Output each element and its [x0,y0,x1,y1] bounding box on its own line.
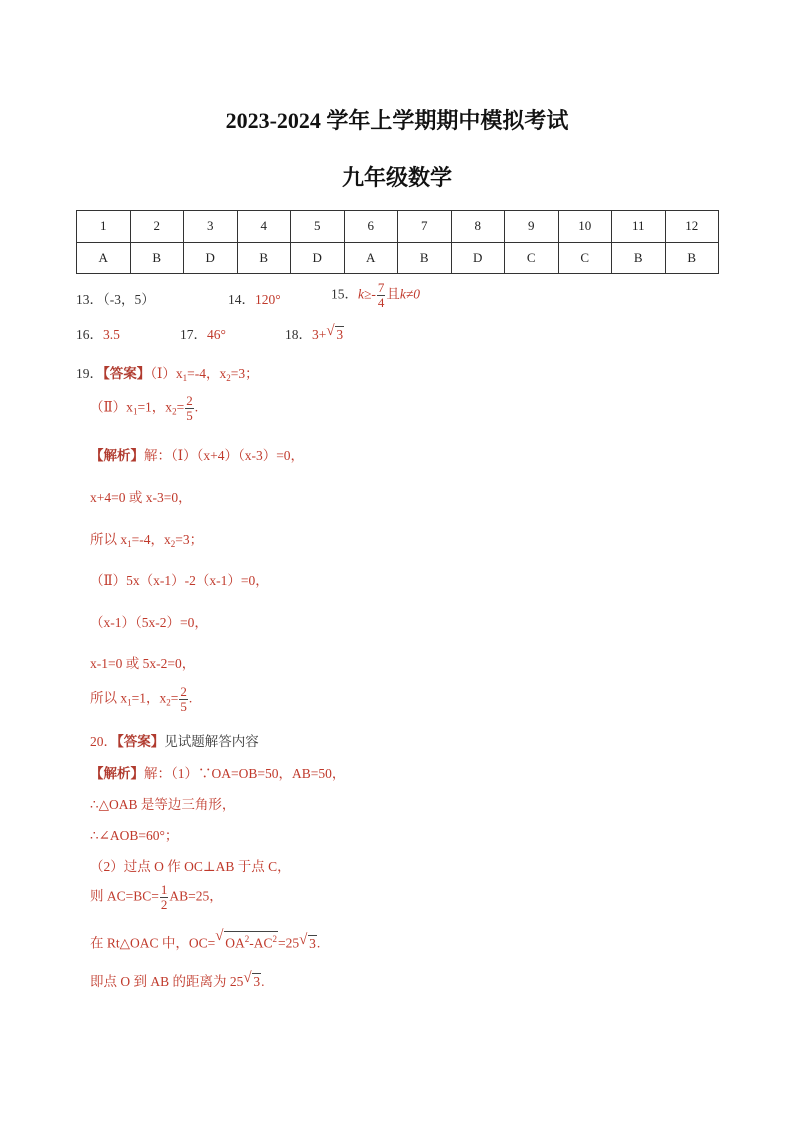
q19-analysis-line-6: x-1=0 或 5x-2=0， [90,656,196,671]
q18-sqrt [326,323,344,343]
q16-line [76,323,120,343]
subscript-2: 2 [170,539,176,549]
q19-analysis-line-7 [90,685,192,714]
q20-analysis-line-2: ∴△OAB 是等边三角形， [90,797,236,812]
q20-answer-line [90,730,259,750]
table-cell-number: 1 [77,211,131,243]
q19-ans2-c: = [176,399,185,415]
q19-answer-line-2 [90,394,198,423]
q20-answer: 见试题解答内容 [164,734,259,749]
sqrt-icon: √ [326,323,335,339]
q20-sqrt-3 [243,970,261,990]
q19-ans2-d: . [194,399,199,415]
table-cell-answer: A [77,242,131,274]
table-cell-answer: D [451,242,505,274]
table-cell-answer: D [184,242,238,274]
table-cell-answer: B [665,242,719,274]
q19-step-1: 解：（Ⅰ）（x+4）（x-3）=0， [144,448,305,463]
table-cell-number: 5 [291,211,345,243]
q20-radicand-oa: OA [225,935,245,951]
q20-analysis-line-3: ∴∠AOB=60°； [90,828,179,843]
q16-number: 16． [76,327,103,342]
q19-step-3-a: 所以 x [90,532,128,547]
page-title: 2023-2024 学年上学期期中模拟考试 [225,108,569,133]
table-cell-number: 8 [451,211,505,243]
q20-number: 20． [90,734,117,749]
q17-line [180,323,226,343]
q19-analysis-line-1 [90,444,304,464]
q19-step-3-b: =-4，x [131,532,171,547]
subscript-1: 1 [127,539,132,549]
q19-ans2-b: =1，x [137,399,173,415]
q15-condition: k≠0 [399,286,421,302]
table-cell-answer: B [130,242,184,274]
q20-step-7-a: 即点 O 到 AB 的距离为 25 [90,974,244,989]
q19-answer-line [76,362,259,383]
fraction-numerator: 1 [160,882,168,897]
sqrt-icon: √ [299,931,308,948]
q20-radicand-3: 3 [253,974,261,989]
q15-fraction [377,281,386,310]
fraction-denominator: 5 [180,699,187,714]
q19-step-7-b: =1，x [131,690,167,706]
q20-radicand [224,931,278,951]
subscript-2: 2 [172,406,177,417]
table-cell-answer: D [291,242,345,274]
q19-ans1-c: =3； [230,366,259,381]
q13-number: 13． [76,292,103,307]
subscript-2: 2 [226,373,231,383]
q19-analysis-line-4: （Ⅱ）5x（x-1）-2（x-1）=0， [90,573,269,588]
q20-step-7-b: . [261,974,265,989]
table-cell-answer: C [558,242,612,274]
q20-step-5-b: AB=25， [169,888,223,904]
q20-step-5-fraction [160,883,169,912]
subscript-2: 2 [166,697,171,708]
table-row-numbers [77,211,719,243]
q19-step-7-a: 所以 x [90,690,128,706]
q20-sqrt-expression [215,928,278,952]
table-cell-number: 3 [184,211,238,243]
q19-ans1-a: （Ⅰ）x [150,366,183,381]
q20-radicand-3: 3 [309,935,316,951]
q18-answer: 3+ [312,327,327,342]
q20-step-6-a: 在 Rt△OAC 中，OC= [90,935,216,951]
q19-analysis-line-3 [90,528,203,549]
q20-analysis-line-6 [90,928,321,952]
q19-fraction [185,394,194,423]
q14-answer: 120° [255,292,281,307]
page-subtitle: 九年级数学 [341,165,452,190]
q17-number: 17． [180,327,207,342]
table-cell-number: 12 [665,211,719,243]
answer-tag: 【答案】 [103,366,151,381]
q19-ans1-b: =-4，x [187,366,227,381]
table-cell-number: 10 [558,211,612,243]
q16-answer: 3.5 [103,327,120,342]
fraction-numerator: 2 [180,684,187,699]
superscript-2: 2 [272,934,278,944]
sqrt-icon: √ [243,970,252,986]
answer-tag: 【答案】 [117,734,165,749]
q19-analysis-line-5: （x-1）（5x-2）=0， [90,615,208,630]
subscript-1: 1 [132,406,138,417]
q19-step-3-c: =3； [175,532,204,547]
q19-ans2-a: （Ⅱ）x [90,399,133,415]
q19-step-7-d: . [188,690,193,706]
q15-denominator: 4 [377,295,385,310]
q20-analysis-line-4: （2）过点 O 作 OC⊥AB 于点 C， [90,859,291,874]
analysis-tag: 【解析】 [90,766,144,781]
fraction-denominator: 2 [160,897,168,912]
q19-step-7-fraction [179,685,188,714]
q14-line [228,288,281,308]
answer-table [76,210,719,274]
q15-number: 15． [331,286,358,302]
q20-step-6-b: =25 [278,935,300,951]
table-cell-number: 11 [612,211,666,243]
q20-analysis-line-7 [90,970,265,990]
q19-step-7-c: = [170,690,179,706]
superscript-2: 2 [244,934,250,944]
q13-answer: （-3，5） [103,292,155,307]
q14-number: 14． [228,292,255,307]
subscript-1: 1 [182,373,188,383]
table-cell-answer: B [237,242,291,274]
q15-answer-part: k≥- [358,286,376,302]
q20-analysis-line-5 [90,883,223,912]
q19-number: 19． [76,366,103,381]
table-cell-answer: C [505,242,559,274]
table-cell-number: 2 [130,211,184,243]
table-cell-number: 7 [398,211,452,243]
sqrt-icon: √ [215,928,224,944]
analysis-tag: 【解析】 [90,448,144,463]
table-row-answers [77,242,719,274]
q20-analysis-line-1 [90,762,345,782]
table-cell-number: 4 [237,211,291,243]
subscript-1: 1 [127,697,132,708]
q20-sqrt-3 [299,931,317,952]
q15-conj: 且 [386,286,400,302]
fraction-numerator: 2 [186,393,193,408]
table-cell-answer: B [612,242,666,274]
q17-answer: 46° [207,327,226,342]
q18-line [285,323,344,343]
q20-step-6-c: . [316,935,321,951]
q19-analysis-line-2: x+4=0 或 x-3=0， [90,490,192,505]
q20-radicand-ac: -AC [249,935,273,951]
q13-line [76,288,155,308]
q20-step-5-a: 则 AC=BC= [90,888,159,904]
table-cell-answer: A [344,242,398,274]
table-cell-number: 6 [344,211,398,243]
q18-radicand: 3 [336,327,344,342]
table-cell-number: 9 [505,211,559,243]
q20-step-1: 解：（1）∵OA=OB=50，AB=50， [144,766,346,781]
q15-numerator: 7 [377,280,385,295]
table-cell-answer: B [398,242,452,274]
fraction-denominator: 5 [186,408,193,423]
q15-line [331,281,420,310]
q18-number: 18． [285,327,312,342]
